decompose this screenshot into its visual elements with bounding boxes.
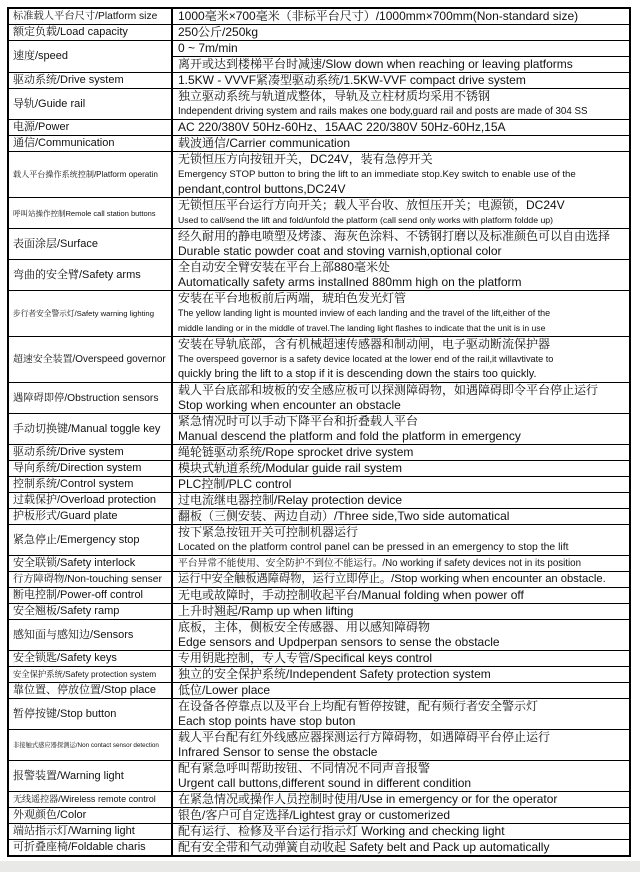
spec-value-line: 载人平台配有红外线感应器探测运行方障碍物，如遇障碍平台停止运行 [178, 730, 551, 744]
spec-row [9, 9, 629, 24]
spec-row [9, 650, 629, 666]
spec-value [173, 291, 629, 336]
spec-value-line: 配有紧急呼叫帮助按钮、不同情况不同声音报警 [178, 761, 431, 775]
spec-value [173, 840, 629, 855]
spec-value [173, 588, 629, 603]
spec-label: 安全翘板/Safety ramp [9, 604, 173, 619]
spec-label: 安全锁匙/Safety keys [9, 651, 173, 666]
spec-label: 导轨/Guide rail [9, 89, 173, 119]
spec-value-line: Stop working when encounter an obstacle [178, 398, 401, 412]
spec-value-line: Each stop points have stop buton [178, 714, 356, 728]
spec-value-line: Edge sensors and Updperpan sensors to sense the obstacle [178, 635, 500, 649]
spec-value-line: 无电或故障时，手动控制收起平台/Manual folding when power off [178, 588, 524, 602]
spec-value-line: 全自动安全臂安装在平台上部880毫米处 [178, 260, 391, 274]
spec-value [173, 556, 629, 571]
spec-label: 安全联锁/Safety interlock [9, 556, 173, 571]
spec-value [173, 41, 629, 72]
spec-label: 感知面与感知边/Sensors [9, 620, 173, 650]
spec-row [9, 72, 629, 88]
spec-label: 断电控制/Power-off control [9, 588, 173, 603]
spec-value [173, 651, 629, 666]
spec-row [9, 444, 629, 460]
spec-row [9, 119, 629, 135]
spec-label: 过载保护/Overload protection [9, 493, 173, 508]
spec-label: 端站指示灯/Warning light [9, 824, 173, 839]
spec-value-line: Located on the platform control panel can be pressed in an emergency to stop the lift [178, 542, 569, 553]
spec-value-line: 翻板（三侧安装、两边自动）/Three side,Two side automatical [178, 509, 510, 523]
spec-value [173, 667, 629, 682]
spec-value-line: 紧急情况时可以手动下降平台和折叠载人平台 [178, 414, 419, 428]
spec-value [173, 824, 629, 839]
spec-label: 非接触式感应器探测运/Non contact sensor detection [9, 730, 173, 760]
spec-value-line: 安装在平台地板前后两端，琥珀色发光灯管 [178, 291, 407, 305]
spec-label: 控制系统/Control system [9, 477, 173, 492]
spec-row [9, 259, 629, 290]
spec-value-line: 配有安全带和气动弹簧自动收起 Safety belt and Pack up automatically [178, 840, 550, 854]
spec-label: 呼叫站操作控制Remole call station buttons [9, 198, 173, 228]
spec-value [173, 229, 629, 259]
spec-value-line: 1.5KW - VVVF紧凑型驱动系统/1.5KW-VVF compact drive system [178, 73, 526, 87]
spec-value-line: 平台异常不能使用、安全防护不到位不能运行。/No working if safety devices not in its position [178, 558, 581, 569]
spec-label: 行方障碍物/Non-touching senser [9, 572, 173, 587]
spec-label: 可折叠座椅/Foldable charis [9, 840, 173, 855]
spec-row [9, 492, 629, 508]
spec-value-line: 载波通信/Carrier communication [178, 136, 351, 150]
spec-row [9, 807, 629, 823]
page-footer-strip [0, 861, 640, 872]
spec-value-line: 载人平台底部和坡板的安全感应板可以探测障碍物，如遇障碍即令平台停止运行 [178, 383, 599, 397]
spec-label: 驱动系统/Drive system [9, 73, 173, 88]
spec-row [9, 476, 629, 492]
spec-label: 超速安全装置/Overspeed governor [9, 337, 173, 382]
spec-label: 表面涂层/Surface [9, 229, 173, 259]
spec-value [173, 260, 629, 290]
spec-value-line: 低位/Lower place [178, 683, 271, 697]
spec-value [173, 493, 629, 508]
spec-value-line: 0 ~ 7m/min [178, 41, 238, 55]
spec-value [173, 152, 629, 197]
spec-value-line: pendant,control buttons,DC24V [178, 182, 346, 196]
spec-value [173, 572, 629, 587]
spec-label: 速度/speed [9, 41, 173, 72]
spec-value-line: 过电流继电器控制/Relay protection device [178, 493, 403, 507]
spec-value-line: 绳轮链驱动系统/Rope sprocket drive system [178, 445, 414, 459]
spec-value [173, 414, 629, 444]
spec-value [173, 620, 629, 650]
spec-row [9, 336, 629, 382]
spec-value [173, 9, 629, 24]
spec-label: 电源/Power [9, 120, 173, 135]
spec-value-line: quickly bring the lift to a stop if it is descending down the stairs too quickly. [178, 368, 537, 380]
spec-value-line: 银色/客户可自定选择/Lightest gray or customerized [178, 808, 451, 822]
spec-row [9, 666, 629, 682]
spec-label: 外观颜色/Color [9, 808, 173, 823]
spec-row [9, 135, 629, 151]
spec-value-line: Infrared Sensor to sense the obstacle [178, 745, 378, 759]
spec-value [173, 25, 629, 40]
spec-value-line: 无锁恒压平台运行方向开关；载人平台收、放恒压开关；电源锁，DC24V [178, 198, 565, 212]
spec-value-line: 独立驱动系统与轨道成整体，导轨及立柱材质均采用不锈钢 [178, 89, 491, 103]
spec-value [173, 808, 629, 823]
spec-value [173, 699, 629, 729]
spec-value [173, 337, 629, 382]
spec-value-line: 250公斤/250kg [178, 25, 259, 39]
spec-row [9, 587, 629, 603]
spec-value-line: 底板，主体，侧板安全传感器、用以感知障碍物 [178, 620, 431, 634]
spec-value-line: Used to call/send the lift and fold/unfold the platform (call send only works with platform foldde up) [178, 215, 554, 225]
spec-value [173, 89, 629, 119]
spec-value-line: Durable static powder coat and stoving varnish,optional color [178, 244, 502, 258]
spec-row [9, 839, 629, 855]
spec-value [173, 73, 629, 88]
spec-value-line: 在紧急情况或操作人员控制时使用/Use in emergency or for the operator [178, 792, 558, 806]
spec-label: 通信/Communication [9, 136, 173, 151]
spec-row [9, 228, 629, 259]
spec-value [173, 136, 629, 151]
spec-label: 遇障碍即停/Obstruction sensors [9, 383, 173, 413]
spec-row [9, 619, 629, 650]
spec-row [9, 151, 629, 197]
spec-row [9, 571, 629, 587]
spec-value-line: Urgent call buttons,different sound in different condition [178, 776, 472, 790]
spec-label: 驱动系统/Drive system [9, 445, 173, 460]
spec-row [9, 823, 629, 839]
spec-value-line: The yellow landing light is mounted inview of each landing and the travel of the lift,either of the [178, 308, 551, 318]
spec-value-line: Emergency STOP button to bring the lift to an immediate stop.Key switch to enable use of the [178, 169, 576, 180]
spec-value [173, 604, 629, 619]
spec-row [9, 682, 629, 698]
spec-value [173, 683, 629, 698]
spec-row [9, 555, 629, 571]
spec-value [173, 477, 629, 492]
spec-label: 暂停按键/Stop button [9, 699, 173, 729]
spec-label: 手动切换键/Manual toggle key [9, 414, 173, 444]
spec-row [9, 24, 629, 40]
spec-label: 弯曲的安全臂/Safety arms [9, 260, 173, 290]
spec-value-line: 模块式轨道系统/Modular guide rail system [178, 461, 403, 475]
spec-row [9, 382, 629, 413]
spec-value-line: Manual descend the platform and fold the platform in emergency [178, 429, 521, 443]
spec-row [9, 290, 629, 336]
spec-row [9, 508, 629, 524]
spec-label: 额定负载/Load capacity [9, 25, 173, 40]
spec-value-line: 无锁恒压方向按钮开关，DC24V，装有急停开关 [178, 152, 433, 166]
spec-row [9, 760, 629, 791]
spec-value-line: The overspeed governor is a safety device located at the lower end of the rail,it willavtivate to [178, 354, 554, 364]
spec-label: 紧急停止/Emergency stop [9, 525, 173, 555]
spec-value [173, 509, 629, 524]
spec-row [9, 729, 629, 760]
spec-value [173, 383, 629, 413]
spec-row [9, 460, 629, 476]
spec-value-line: PLC控制/PLC control [178, 477, 292, 491]
spec-row [9, 88, 629, 119]
spec-table [7, 7, 631, 857]
spec-row [9, 524, 629, 555]
spec-value [173, 792, 629, 807]
spec-value-line: 运行中安全触板遇障碍物，运行立即停止。/Stop working when encounter an obstacle. [178, 573, 606, 585]
spec-row [9, 40, 629, 72]
spec-value-line: Independent driving system and rails makes one body,guard rail and posts are made of 304 SS [178, 106, 588, 117]
spec-value [173, 445, 629, 460]
spec-value [173, 761, 629, 791]
spec-value-line: 安装在导轨底部，含有机械超速传感器和制动闸，电子驱动断流保护器 [178, 337, 551, 351]
spec-value-line: 专用钥匙控制，专人专管/Specifical keys control [178, 651, 433, 665]
spec-value [173, 461, 629, 476]
spec-value-line: AC 220/380V 50Hz-60Hz、15AAC 220/380V 50Hz-60Hz,15A [178, 120, 506, 134]
spec-value-line: 配有运行、检修及平台运行指示灯 Working and checking light [178, 824, 505, 838]
spec-value-line: 1000毫米×700毫米（非标平台尺寸）/1000mm×700mm(Non-standard size) [178, 9, 579, 23]
spec-value-line: 经久耐用的静电喷塑及烤漆、海灰色涂料、不锈钢打磨以及标准颜色可以自由选择 [178, 229, 611, 243]
spec-row [9, 603, 629, 619]
spec-value-line: 上升时翘起/Ramp up when lifting [178, 604, 354, 618]
spec-value [173, 120, 629, 135]
spec-label: 载人平台操作系统控制/Platform operatin [9, 152, 173, 197]
spec-row [9, 197, 629, 228]
spec-label: 标准载人平台尺寸/Platform size [9, 9, 173, 24]
spec-label: 步行者安全警示灯/Safety warning lighting [9, 291, 173, 336]
spec-label: 报警装置/Warning light [9, 761, 173, 791]
spec-label: 护板形式/Guard plate [9, 509, 173, 524]
spec-value-line: middle landing or in the middle of travel.The landing light flashes to indicate that the unit is in use [178, 323, 546, 333]
spec-label: 靠位置、停放位置/Stop place [9, 683, 173, 698]
spec-label: 导向系统/Direction system [9, 461, 173, 476]
spec-row [9, 791, 629, 807]
spec-value-line: 在设备各停靠点以及平台上均配有暂停按键，配有频行者安全警示灯 [178, 699, 539, 713]
spec-value-line: 独立的安全保护系统/Independent Safety protection system [178, 667, 491, 681]
spec-value [173, 730, 629, 760]
spec-row [9, 698, 629, 729]
spec-label: 安全保护系统/Safety protection system [9, 667, 173, 682]
spec-label: 无线遥控器/Wireless remote control [9, 792, 173, 807]
spec-value [173, 198, 629, 228]
spec-value-line: 按下紧急按钮开关可控制机器运行 [178, 525, 359, 539]
spec-value-line: 离开或达到楼梯平台时减速/Slow down when reaching or leaving platforms [173, 56, 629, 72]
spec-row [9, 413, 629, 444]
spec-value-line: Automatically safety arms installned 880mm high on the platform [178, 275, 522, 289]
spec-value [173, 525, 629, 555]
